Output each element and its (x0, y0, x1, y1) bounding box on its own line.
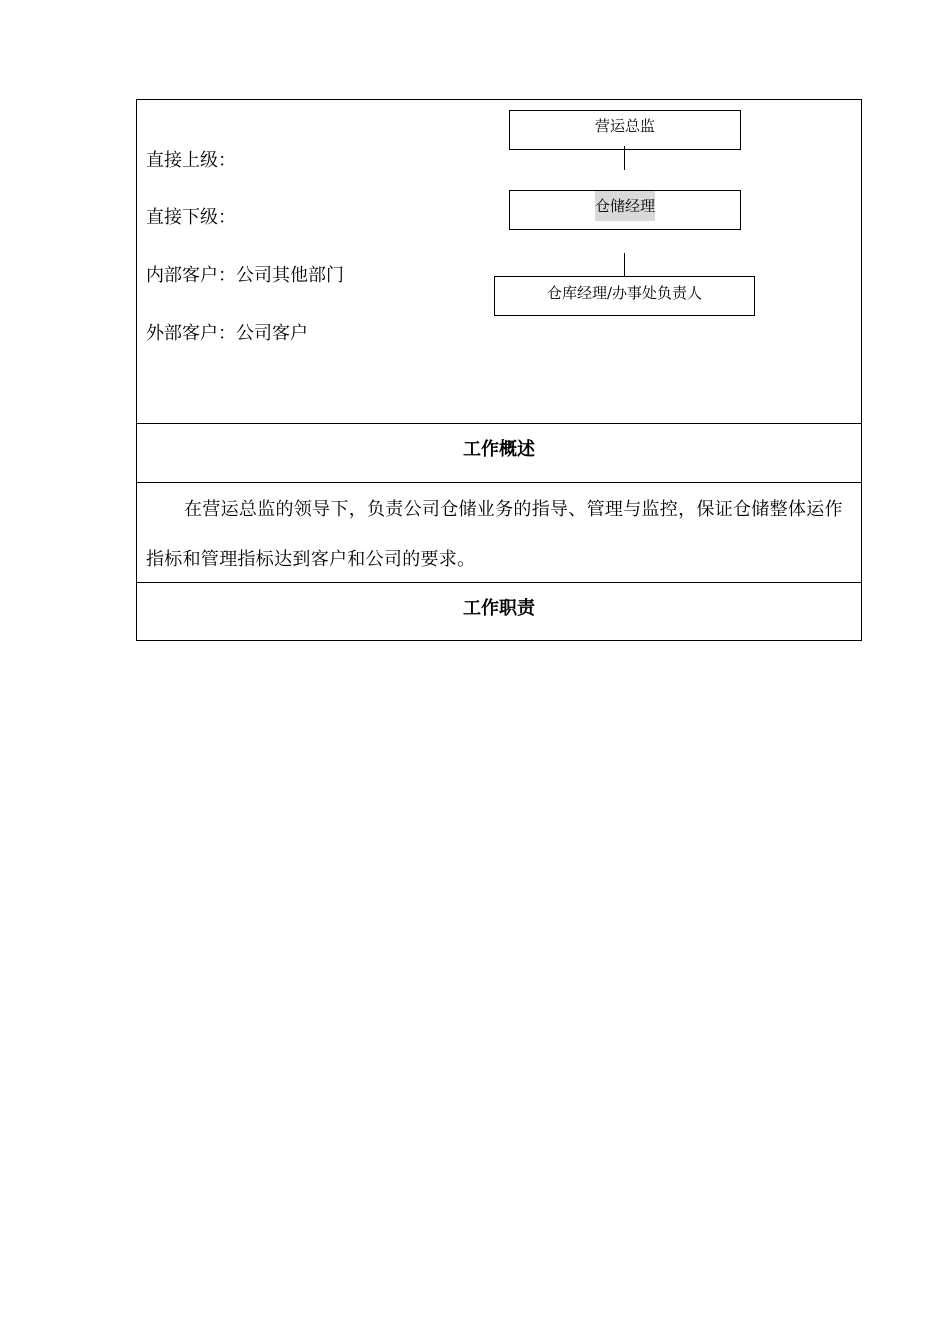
reporting-relations-row (137, 100, 861, 423)
internal-customer-label: 内部客户：公司其他部门 (146, 265, 344, 286)
org-box-warehouse-manager-label: 仓储经理 (595, 191, 655, 221)
overview-text: 在营运总监的领导下，负责公司仓储业务的指导、管理与监控，保证仓储整体运作指标和管理指标达到客户和公司的要求。 (146, 499, 843, 570)
duties-header-row (137, 582, 861, 640)
overview-title: 工作概述 (463, 439, 535, 460)
job-description-table (136, 99, 862, 641)
direct-superior-label: 直接上级： (146, 150, 236, 171)
org-box-operations-director (509, 110, 741, 150)
external-customer-label: 外部客户：公司客户 (146, 323, 308, 344)
direct-subordinate-label: 直接下级： (146, 207, 236, 228)
org-box-operations-director-label: 营运总监 (594, 117, 655, 135)
org-connector-bottom (624, 253, 625, 277)
org-connector-top (624, 146, 625, 170)
duties-title: 工作职责 (463, 598, 535, 619)
overview-body-row (137, 482, 861, 582)
org-box-depot-manager-label: 仓库经理/办事处负责人 (546, 284, 703, 302)
org-box-warehouse-manager (509, 190, 741, 230)
org-box-depot-manager (494, 276, 755, 316)
overview-header-row (137, 423, 861, 482)
